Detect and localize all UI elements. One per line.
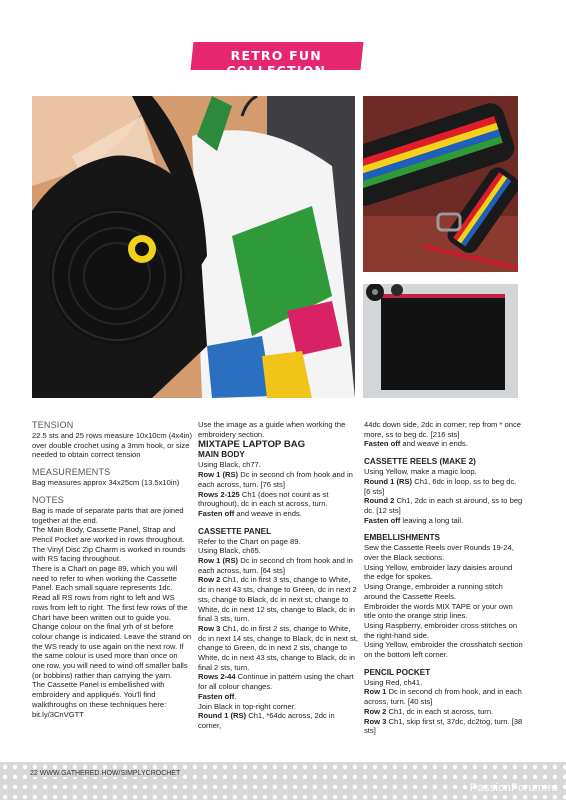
section-banner: [191, 42, 364, 78]
page-number-url: 22 WWW.GATHERED.HOW/SIMPLYCROCHET: [30, 770, 183, 777]
dot-pattern: [0, 762, 566, 800]
laptop-bag-photo: [363, 284, 518, 398]
instruction-line: Round 1 (RS) Ch1, *64dc across, 2dc in corner,: [198, 711, 335, 730]
instruction-line: Join Black in top-right corner.: [198, 701, 296, 711]
measurements-body: Bag measures approx 34x25cm (13.5x10in): [32, 478, 180, 488]
instruction-line: Row 1 (RS) Dc in second ch from hook and in each across, turn. [76 sts]: [198, 470, 353, 489]
instruction-line: Using Yellow, make a magic loop.: [364, 467, 477, 477]
instruction-line: Fasten off.: [198, 691, 237, 701]
main-body-title: MAIN BODY: [198, 450, 245, 460]
instruction-line: Using Raspberry, embroider cross stitches on the right-hand side.: [364, 620, 518, 640]
intro-text: Use the image as a guide when working the embroidery section.: [198, 420, 346, 439]
instruction-line: 44dc down side, 2dc in corner; rep from * once more, ss to beg dc. [216 sts]: [364, 420, 522, 439]
column-right: [364, 420, 524, 736]
column-middle: [198, 420, 358, 731]
instruction-line: Using Yellow, embroider the crosshatch section on the bottom left corner.: [364, 640, 523, 660]
instruction-line: Row 3 Ch1, dc in first 2 sts, change to White, dc in next 14 sts, change to Black, dc in next st, change to Green, dc in next 2 sts, change to White, dc in next 43 sts, change to Black, dc in final 2 sts, turn.: [198, 623, 358, 672]
instruction-line: Refer to the Chart on page 89.: [198, 536, 301, 546]
instruction-line: Using Black, ch65.: [198, 546, 261, 556]
embellishments-title: EMBELLISHMENTS: [364, 533, 440, 543]
notes-title: NOTES: [32, 494, 65, 505]
instruction-line: Using Black, ch77.: [198, 460, 261, 470]
page-footer: [0, 762, 566, 800]
notes-paragraph: There is a Chart on page 89, which you will need to refer to when working the Cassette Panel. Each small square represents 1dc. Read all RS rows from right to left and WS rows from left to right. The first few rows of the Chart have been written out to guide you.: [32, 564, 188, 622]
cassette-panel-title: CASSETTE PANEL: [198, 526, 272, 536]
banner-title: RETRO FUN COLLECTION: [226, 48, 327, 78]
instruction-line: Rows 2-44 Continue in pattern using the chart for all colour changes.: [198, 672, 354, 692]
column-left: [32, 420, 192, 719]
instruction-line: Sew the Cassette Reels over Rounds 19-24, over the Black sections.: [364, 543, 514, 563]
main-photo: [32, 96, 355, 398]
strap-photo: [363, 96, 518, 272]
instruction-line: Using Orange, embroider a running stitch around the Cassette Reels.: [364, 582, 503, 601]
instruction-line: Row 2 Ch1, dc in first 3 sts, change to White, dc in next 43 sts, change to Green, dc in next 2 sts, change to Black, dc in next st, change to White, dc in next 12 sts, change to Black, dc in final 3 sts, turn.: [198, 575, 357, 624]
notes-paragraph: The Main Body, Cassette Panel, Strap and Pencil Pocket are worked in rows throughout. The Vinyl Disc Zip Charm is worked in rounds with RS facing throughout.: [32, 525, 186, 564]
notes-paragraph: Bag is made of separate parts that are joined together at the end.: [32, 505, 184, 525]
instruction-line: Fasten off leaving a long tail.: [364, 515, 464, 525]
instruction-line: Row 3 Ch1, skip first st, 37dc, dc2tog, turn. [38 sts]: [364, 716, 523, 736]
instruction-line: Row 2 Ch1, dc in each st across, turn.: [364, 706, 494, 716]
instruction-line: Round 2 Ch1, 2dc in each st around, ss to beg dc. [12 sts]: [364, 496, 523, 515]
tension-title: TENSION: [32, 420, 74, 430]
instruction-line: Using Yellow, embroider lazy daisies around the edge for spokes.: [364, 562, 513, 582]
instruction-line: Round 1 (RS) Ch1, 6dc in loop, ss to beg dc. [6 sts]: [364, 476, 517, 496]
notes-paragraph: The Cassette Panel is embellished with embroidery and appliqués. You'll find walkthroughs on these techniques here: bit.ly/3CnVGTT: [32, 680, 167, 719]
instruction-line: Fasten off and weave in ends.: [364, 439, 468, 449]
instruction-line: Rows 2-125 Ch1 (does not count as st throughout), dc in each st across, turn.: [198, 489, 329, 509]
notes-paragraph: Change colour on the final yrh of st before colour change is indicated. Leave the strand on the WS ready to use again on the next row. If the same colour is used more than once on one row, you will need to wind off smaller balls (or bobbins) rather than carrying the yarn.: [32, 622, 192, 680]
measurements-title: MEASUREMENTS: [32, 467, 111, 478]
pattern-heading: MIXTAPE LAPTOP BAG: [198, 439, 306, 451]
instruction-line: Row 1 (RS) Dc in second ch from hook and in each across, turn. [64 sts]: [198, 556, 353, 575]
instruction-line: Row 1 Dc in second ch from hook, and in each across, turn. [40 sts]: [364, 687, 522, 707]
watermark: PassionForum.ru: [469, 782, 558, 794]
tension-body: 22.5 sts and 25 rows measure 10x10cm (4x4in) over double crochet using a 3mm hook, or size needed to obtain correct tension: [32, 431, 192, 460]
instruction-line: Using Red, ch41.: [364, 677, 423, 687]
instruction-line: Fasten off and weave in ends.: [198, 508, 302, 518]
instruction-line: Embroider the words MIX TAPE or your own title onto the orange strip lines.: [364, 601, 513, 621]
pencil-pocket-title: PENCIL POCKET: [364, 667, 431, 677]
cassette-reels-title: CASSETTE REELS (MAKE 2): [364, 457, 476, 467]
